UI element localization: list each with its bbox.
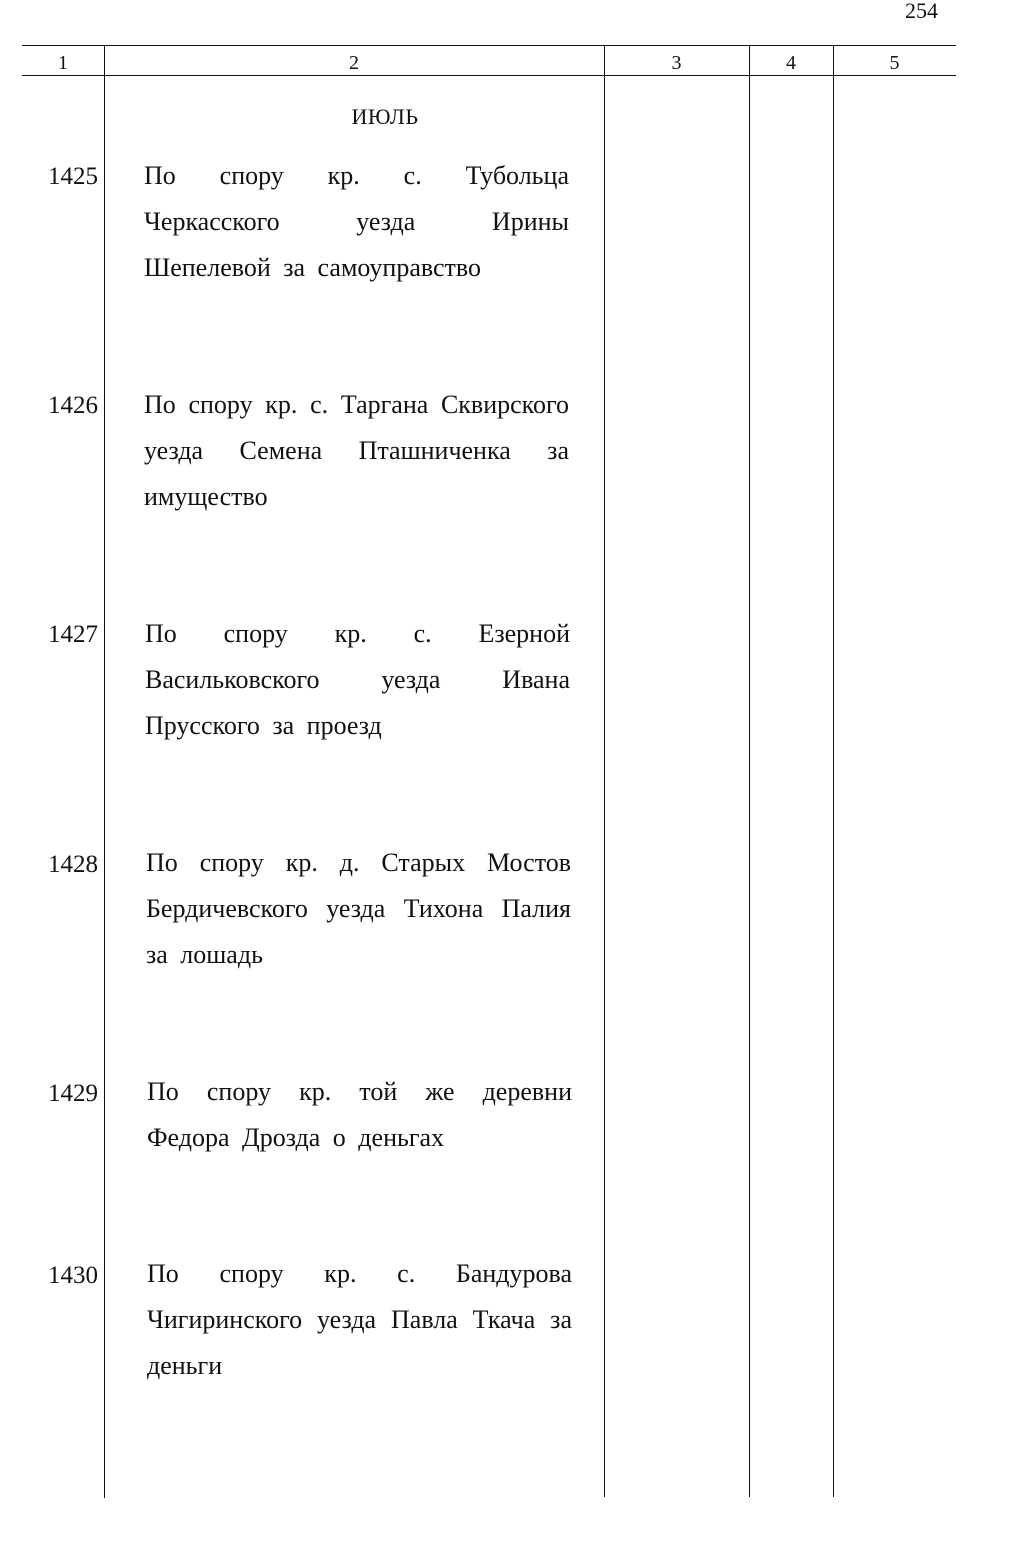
column-header-2: 2 (349, 52, 359, 74)
column-header-4: 4 (786, 52, 796, 74)
column-divider-1 (104, 45, 105, 1498)
entry-number: 1429 (48, 1080, 98, 1107)
entry-number: 1428 (48, 851, 98, 878)
entry-text: По спору кр. с. Езерной Васильковского уезда Ивана Прусского за проезд (145, 619, 570, 740)
column-header-3: 3 (671, 52, 682, 74)
entry-text: По спору кр. с. Таргана Сквирского уезда Семена Пташниченка за имущество (144, 390, 569, 511)
column-header-5: 5 (889, 52, 900, 74)
column-divider-2 (604, 45, 605, 1497)
column-divider-4 (833, 45, 834, 1497)
entry-text: По спору кр. с. Бандурова Чигиринского уезда Павла Ткача за деньги (147, 1259, 572, 1380)
entry-text: По спору кр. той же деревни Федора Дрозда о деньгах (147, 1077, 572, 1152)
entry-text: По спору кр. с. Тубольца Черкасского уезда Ирины Шепелевой за самоуправство (144, 161, 569, 282)
column-header-1: 1 (58, 52, 68, 74)
entry-text: По спору кр. д. Старых Мостов Бердичевского уезда Тихона Палия за лошадь (146, 848, 571, 969)
page-number: 254 (905, 0, 938, 23)
entry-number: 1425 (48, 163, 98, 190)
month-heading: ИЮЛЬ (351, 104, 419, 129)
entry-number: 1430 (48, 1262, 98, 1289)
column-divider-3 (749, 45, 750, 1497)
table-top-rule (22, 45, 956, 46)
header-bottom-rule (22, 75, 956, 76)
entry-number: 1427 (48, 621, 98, 648)
entry-number: 1426 (48, 392, 98, 419)
